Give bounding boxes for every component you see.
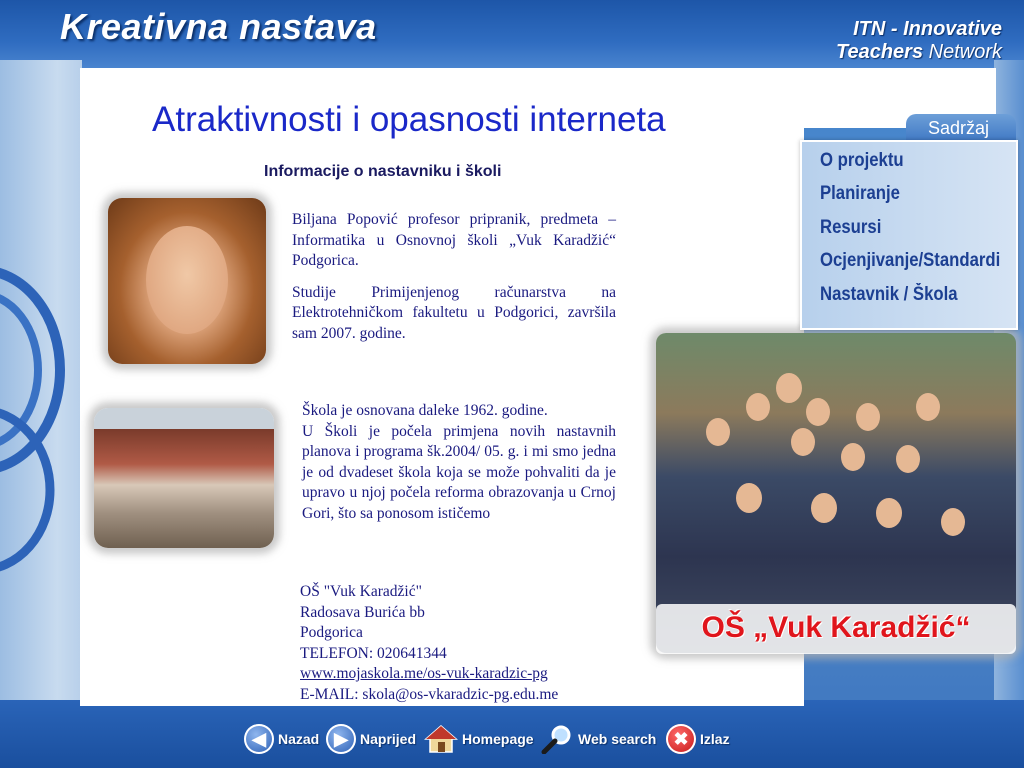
contact-website-link[interactable]: www.mojaskola.me/os-vuk-karadzic-pg bbox=[300, 665, 548, 682]
menu-item-nastavnik-skola[interactable]: Nastavnik / Škola bbox=[820, 284, 958, 305]
teacher-info bbox=[292, 210, 616, 355]
school-paragraph: U Školi je počela primjena novih nastavnih planova i programa šk.2004/ 05. g. i mi smo jedna je od dvadeset škola koja se može pohvaliti da je upravo u njoj počela reforma obrazovanja u Crnoj Gori, što sa ponosom ističemo bbox=[302, 422, 616, 522]
student-face bbox=[896, 445, 920, 473]
brand-logo bbox=[836, 18, 1002, 64]
nav-homepage-label: Homepage bbox=[462, 731, 534, 747]
school-banner-text: OŠ „Vuk Karadžić“ bbox=[701, 611, 971, 644]
teacher-paragraph: Biljana Popović profesor pripranik, predmeta – Informatika u Osnovnoj školi „Vuk Karadžić“ Podgorica. bbox=[292, 211, 616, 269]
decorative-rings bbox=[0, 250, 90, 580]
teacher-face bbox=[146, 226, 228, 334]
student-face bbox=[856, 403, 880, 431]
app-title: Kreativna nastava bbox=[60, 6, 377, 47]
brand-line2-bold: Teachers bbox=[836, 41, 924, 63]
arrow-right-icon: ▶ bbox=[326, 724, 356, 754]
student-face bbox=[916, 393, 940, 421]
student-face bbox=[746, 393, 770, 421]
school-contact bbox=[300, 582, 630, 705]
menu-item-resursi[interactable]: Resursi bbox=[820, 217, 882, 238]
menu-item-planiranje[interactable]: Planiranje bbox=[820, 183, 900, 204]
school-info bbox=[302, 401, 616, 524]
page-title: Atraktivnosti i opasnosti interneta bbox=[152, 100, 666, 139]
nav-homepage-button[interactable] bbox=[424, 722, 534, 756]
sidebar-tab-label: Sadržaj bbox=[906, 114, 1016, 142]
student-face bbox=[791, 428, 815, 456]
house-icon bbox=[424, 724, 458, 754]
arrow-left-icon: ◀ bbox=[244, 724, 274, 754]
school-paragraph: Škola je osnovana daleke 1962. godine. bbox=[302, 402, 548, 419]
school-building-photo bbox=[94, 408, 274, 548]
contact-name: OŠ "Vuk Karadžić" bbox=[300, 583, 422, 600]
menu-item-ocjenjivanje[interactable]: Ocjenjivanje/Standardi bbox=[820, 250, 1001, 271]
nav-back-label: Nazad bbox=[278, 731, 320, 747]
student-face bbox=[941, 508, 965, 536]
student-face bbox=[706, 418, 730, 446]
close-icon: ✖ bbox=[666, 724, 696, 754]
nav-forward-button[interactable] bbox=[326, 722, 416, 756]
nav-exit-button[interactable] bbox=[666, 722, 730, 756]
student-face bbox=[841, 443, 865, 471]
student-face bbox=[811, 493, 837, 523]
student-face bbox=[776, 373, 802, 403]
magnifier-icon bbox=[540, 724, 574, 754]
nav-websearch-label: Web search bbox=[578, 731, 657, 747]
nav-forward-label: Naprijed bbox=[360, 731, 417, 747]
contact-city: Podgorica bbox=[300, 624, 363, 641]
nav-back-button[interactable] bbox=[244, 722, 319, 756]
teacher-paragraph: Studije Primijenjenog računarstva na Elektrotehničkom fakultetu u Podgorici, završila sam 2007. godine. bbox=[292, 283, 616, 342]
school-banner bbox=[656, 604, 1016, 654]
brand-line1: ITN - Innovative bbox=[853, 18, 1002, 40]
menu-item-o-projektu[interactable]: O projektu bbox=[820, 150, 904, 171]
student-face bbox=[736, 483, 762, 513]
nav-websearch-button[interactable] bbox=[540, 722, 656, 756]
section-subtitle: Informacije o nastavniku i školi bbox=[264, 163, 502, 180]
student-face bbox=[876, 498, 902, 528]
nav-exit-label: Izlaz bbox=[700, 731, 730, 747]
contact-phone: TELEFON: 020641344 bbox=[300, 644, 447, 662]
student-face bbox=[806, 398, 830, 426]
contact-email: E-MAIL: skola@os-vkaradzic-pg.edu.me bbox=[300, 685, 559, 703]
contact-street: Radosava Burića bb bbox=[300, 603, 425, 621]
brand-line2-rest: Network bbox=[923, 41, 1002, 63]
brand-line2 bbox=[836, 41, 1002, 64]
teacher-photo bbox=[108, 198, 266, 364]
